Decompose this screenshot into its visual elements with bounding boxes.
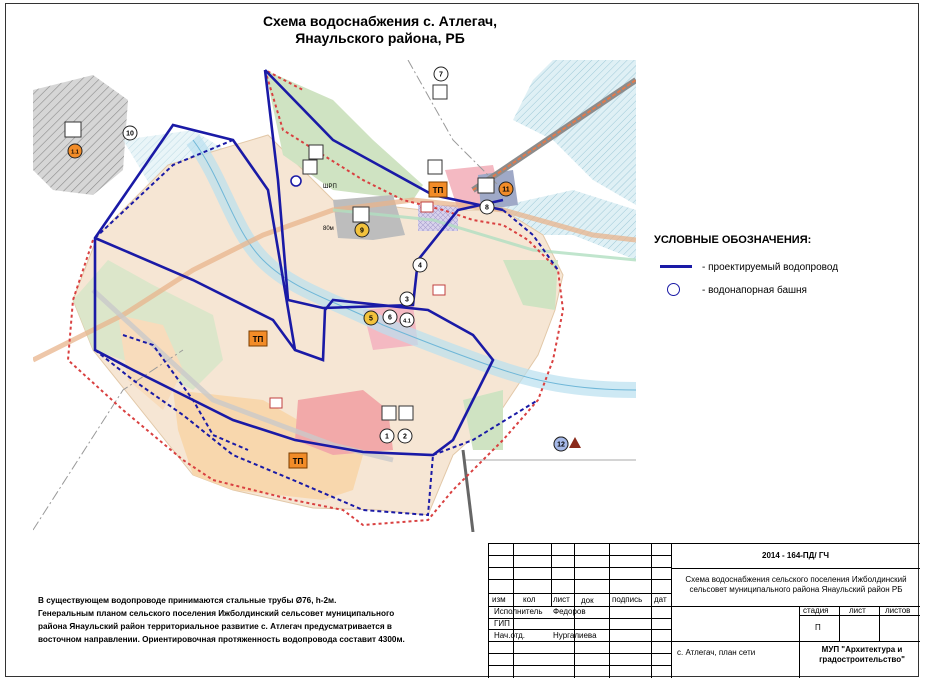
- svg-text:10: 10: [126, 130, 134, 138]
- name-head: Нургалиева: [553, 631, 597, 640]
- svg-text:4.1: 4.1: [403, 318, 411, 325]
- substation-label: ТП: [252, 335, 264, 344]
- factory-icon-east: [478, 178, 494, 193]
- name-executor: Федоров: [553, 607, 586, 616]
- map-marker-4-1: [400, 313, 414, 327]
- map-marker-6: [383, 310, 397, 324]
- legend-heading: УСЛОВНЫЕ ОБОЗНАЧЕНИЯ:: [654, 234, 812, 246]
- header-list: лист: [553, 595, 570, 604]
- legend-tower-label: - водонапорная башня: [702, 285, 807, 296]
- page-title: [230, 13, 530, 47]
- svg-text:11: 11: [502, 186, 510, 194]
- substation-north: [429, 182, 447, 197]
- map-marker-10: [123, 126, 137, 140]
- title-line-1: Схема водоснабжения с. Атлегач,: [262, 13, 498, 29]
- svg-text:8: 8: [485, 204, 489, 212]
- note-line: восточном направлении. Ориентировочная протяженность водопровода составит 4300м.: [38, 635, 405, 644]
- factory-icon-west: [65, 122, 81, 137]
- organization: МУП "Архитектура и градостроительство": [819, 645, 905, 664]
- legend-pipeline-label: - проектируемый водопровод: [702, 262, 839, 273]
- map-marker-7: [434, 67, 448, 81]
- header-signature: подпись: [612, 595, 643, 604]
- building-icon-3: [270, 398, 282, 408]
- header-izm: изм: [492, 595, 506, 604]
- water-tower-legend-icon: [667, 283, 680, 296]
- svg-text:12: 12: [557, 441, 565, 449]
- sheets-header: листов: [885, 606, 911, 615]
- svg-text:4: 4: [418, 262, 422, 270]
- map-marker-12: [554, 437, 568, 451]
- explanatory-note: [38, 594, 438, 646]
- substation-south: [289, 453, 307, 468]
- crossed-icon: [428, 160, 442, 174]
- map-marker-1: [380, 429, 394, 443]
- stage-value: П: [815, 623, 821, 632]
- map-marker-1-1: [68, 144, 82, 158]
- map-marker-9: [355, 223, 369, 237]
- stage-header: стадия: [803, 606, 829, 615]
- note-line: Генеральным планом сельского поселения Ижболдинский сельсовет муниципального: [38, 609, 395, 618]
- building-icon-1: [421, 202, 433, 212]
- title-line-2: Янаульского района, РБ: [295, 30, 465, 46]
- sheet-name: с. Атлегач, план сети: [677, 648, 756, 657]
- note-line: района Янаульский район территориальное развитие с. Атлегач предусматривается в: [38, 622, 392, 631]
- sheet-header: лист: [849, 606, 866, 615]
- hospital-icon-2: [399, 406, 413, 420]
- shrp-label: ШРП: [323, 184, 337, 190]
- map-marker-11: [499, 182, 513, 196]
- road-width-label: 80м: [323, 226, 334, 232]
- title-block: [488, 543, 920, 678]
- substation-label: ТП: [432, 186, 444, 195]
- svg-text:3: 3: [405, 296, 409, 304]
- role-executor: Исполнитель: [494, 607, 543, 616]
- hospital-icon-1: [382, 406, 396, 420]
- junction-icon: [433, 85, 447, 99]
- svg-text:1.1: 1.1: [71, 149, 79, 156]
- header-kol: кол: [523, 595, 536, 604]
- water-tower-icon: [291, 176, 301, 186]
- substation-label: ТП: [292, 457, 304, 466]
- map-marker-3: [400, 292, 414, 306]
- svg-text:2: 2: [403, 433, 407, 441]
- recycle-icon: [309, 145, 323, 159]
- map-marker-2: [398, 429, 412, 443]
- svg-text:7: 7: [439, 71, 443, 79]
- role-head: Нач.отд.: [494, 631, 526, 640]
- project-name: Схема водоснабжения сельского поселения Ижболдинский сельсовет муниципального района Янаульский район РБ: [685, 575, 907, 594]
- map-marker-8: [480, 200, 494, 214]
- factory-icon-center: [353, 207, 369, 222]
- role-gip: ГИП: [494, 619, 510, 628]
- pipeline-legend-swatch: [660, 265, 692, 268]
- note-line: В существующем водопроводе принимаются стальные трубы Ø76, h-2м.: [38, 596, 337, 605]
- water-supply-map: [33, 60, 636, 532]
- building-icon-2: [433, 285, 445, 295]
- svg-text:6: 6: [388, 314, 392, 322]
- header-dok: док: [581, 596, 594, 605]
- document-code: 2014 - 164-ПД/ ГЧ: [762, 551, 829, 560]
- map-marker-4: [413, 258, 427, 272]
- svg-text:1: 1: [385, 433, 389, 441]
- map-marker-5: [364, 311, 378, 325]
- svg-text:5: 5: [369, 315, 373, 323]
- substation-center: [249, 331, 267, 346]
- shrp-icon: [303, 160, 317, 174]
- svg-text:9: 9: [360, 227, 364, 235]
- header-date: дат: [654, 595, 667, 604]
